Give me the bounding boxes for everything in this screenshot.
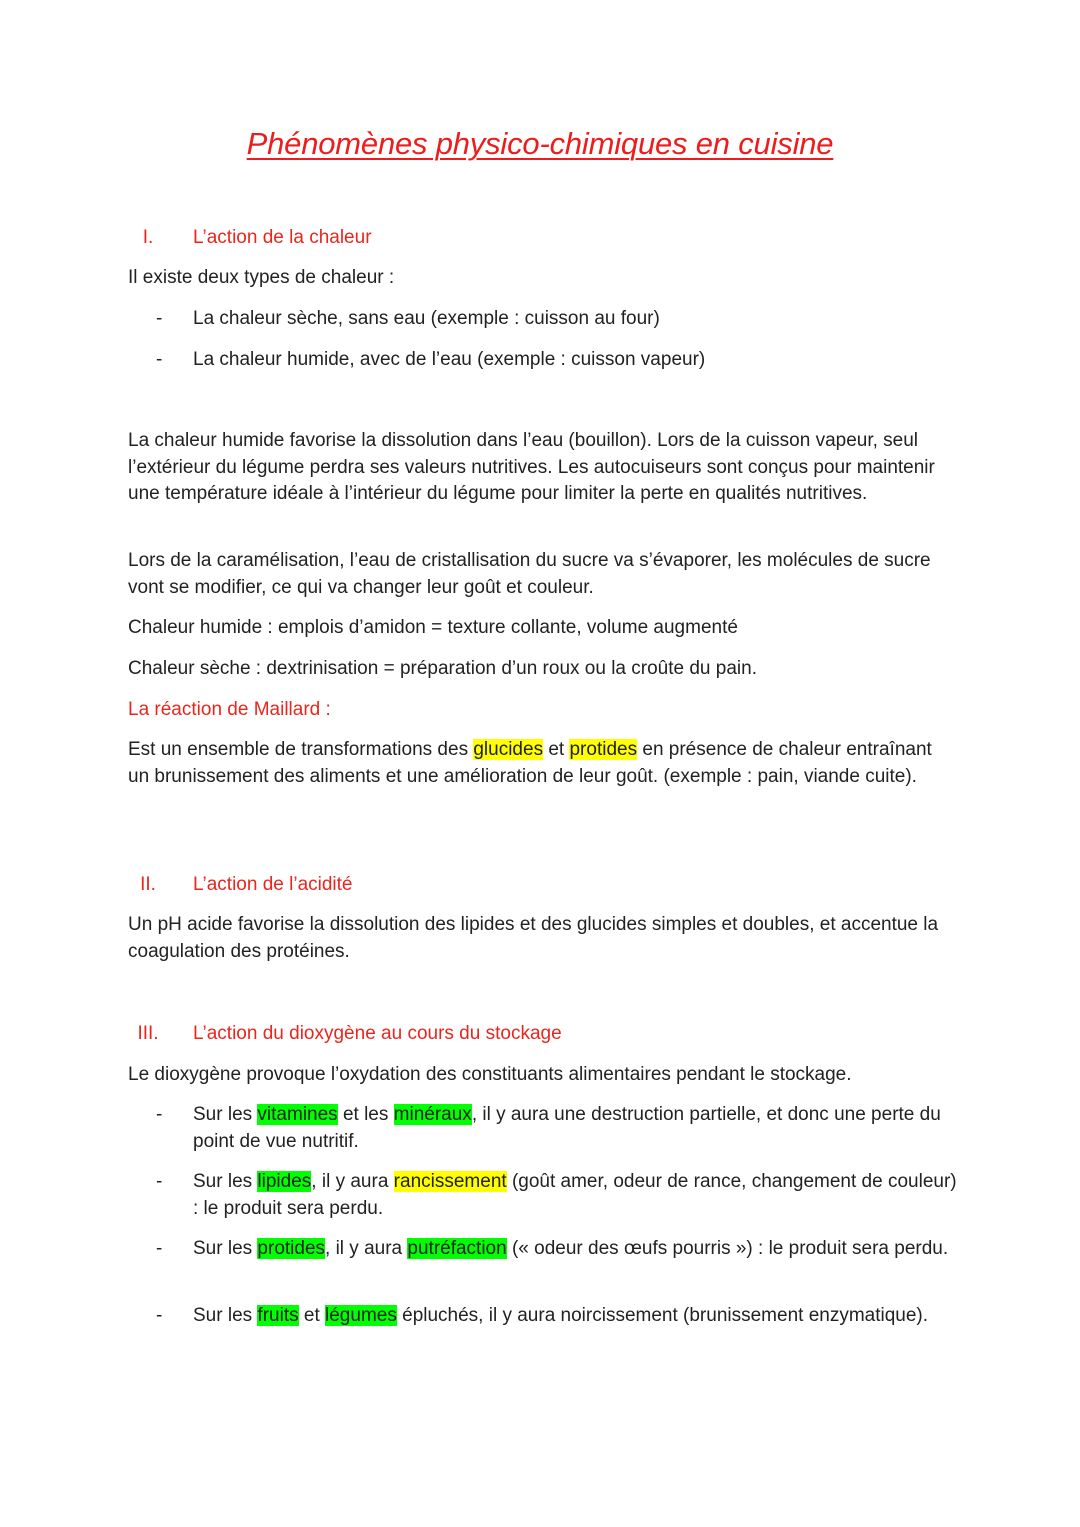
text-run: , il y aura	[311, 1171, 394, 1192]
bullet-dash: -	[156, 349, 163, 370]
text-run: , il y aura	[325, 1238, 408, 1259]
paragraph-caramelisation: Lors de la caramélisation, l’eau de cristallisation du sucre va s’évaporer, les molécules de sucre vont se modifier, ce qui va changer leur goût et couleur.	[128, 550, 931, 598]
paragraph-acidity: Un pH acide favorise la dissolution des lipides et des glucides simples et doubles, et accentue la coagulation des protéines.	[128, 914, 939, 962]
paragraph-dry-heat: Chaleur sèche : dextrinisation = préparation d’un roux ou la croûte du pain.	[128, 658, 757, 679]
highlight-lipides: lipides	[257, 1171, 312, 1192]
document-title: Phénomènes physico-chimiques en cuisine	[246, 126, 834, 161]
section-1-title: L’action de la chaleur	[193, 227, 372, 248]
list-item-text: La chaleur humide, avec de l’eau (exemple : cuisson vapeur)	[193, 349, 706, 370]
text-run: en présence de chaleur entraînant un brunissement des aliments et une amélioration de leur goût. (exemple : pain, viande cuite).	[128, 739, 932, 787]
highlight-fruits: fruits	[257, 1305, 299, 1326]
section-2-title: L’action de l’acidité	[193, 874, 353, 895]
bullet-dash: -	[156, 308, 163, 329]
maillard-heading: La réaction de Maillard :	[128, 699, 331, 720]
highlight-rancissement: rancissement	[393, 1171, 507, 1192]
highlight-legumes: légumes	[325, 1305, 397, 1326]
highlight-mineraux: minéraux	[393, 1104, 472, 1125]
text-run: et	[298, 1305, 326, 1326]
section-3-number: III.	[137, 1023, 159, 1044]
section-3-title: L’action du dioxygène au cours du stockage	[193, 1023, 562, 1044]
text-run: , il y aura une destruction partielle, et donc une perte du point de vue nutritif.	[193, 1104, 941, 1152]
text-run: épluchés, il y aura noircissement (brunissement enzymatique).	[396, 1305, 929, 1326]
text-run: et	[543, 739, 570, 760]
text-run: (« odeur des œufs pourris ») : le produit sera perdu.	[506, 1238, 949, 1259]
bullet-dash: -	[156, 1305, 163, 1326]
list-item-text	[193, 1303, 963, 1330]
paragraph-moist-heat: La chaleur humide favorise la dissolution dans l’eau (bouillon). Lors de la cuisson vapeur, seul l’extérieur du légume perdra ses valeurs nutritives. Les autocuiseurs sont conçus pour maintenir une température idéale à l’intérieur du légume pour limiter la perte en qualités nutritives.	[128, 430, 935, 504]
paragraph-maillard	[128, 737, 958, 790]
highlight-vitamines: vitamines	[257, 1104, 338, 1125]
highlight-glucides: glucides	[473, 739, 544, 760]
highlight-protides: protides	[569, 739, 638, 760]
text-run: Est un ensemble de transformations des	[128, 739, 474, 760]
bullet-dash: -	[156, 1104, 163, 1125]
bullet-dash: -	[156, 1171, 163, 1192]
section-2-number: II.	[140, 874, 156, 895]
section-1-intro: Il existe deux types de chaleur :	[128, 267, 395, 288]
paragraph-moist-heat-starch: Chaleur humide : emplois d’amidon = texture collante, volume augmenté	[128, 617, 738, 638]
text-run: Sur les	[193, 1305, 258, 1326]
text-run: Sur les	[193, 1171, 258, 1192]
text-run: Sur les	[193, 1238, 258, 1259]
text-run: (goût amer, odeur de rance, changement de couleur) : le produit sera perdu.	[193, 1171, 957, 1219]
bullet-dash: -	[156, 1238, 163, 1259]
list-item-text: La chaleur sèche, sans eau (exemple : cuisson au four)	[193, 308, 660, 329]
highlight-putrefaction: putréfaction	[407, 1238, 507, 1259]
section-1-number: I.	[142, 227, 154, 248]
highlight-protides: protides	[257, 1238, 326, 1259]
list-item-text	[193, 1236, 963, 1263]
text-run: Sur les	[193, 1104, 258, 1125]
list-item-text	[193, 1102, 963, 1155]
list-item-text	[193, 1169, 963, 1222]
section-3-intro: Le dioxygène provoque l’oxydation des constituants alimentaires pendant le stockage.	[128, 1064, 852, 1085]
text-run: et les	[337, 1104, 394, 1125]
